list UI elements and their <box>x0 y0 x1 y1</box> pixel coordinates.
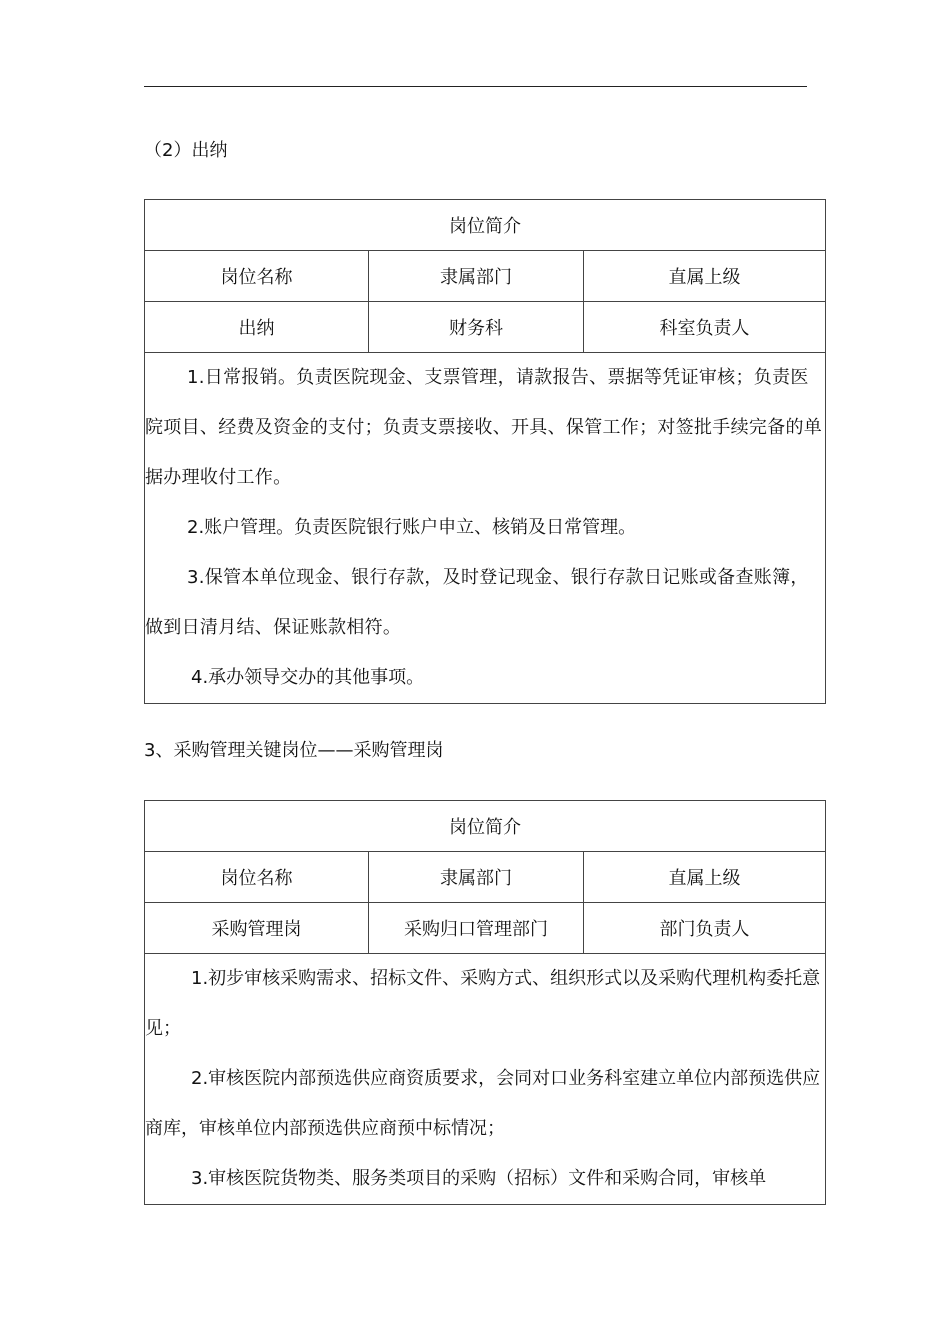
duties-cell <box>145 353 826 704</box>
section-heading-procurement: 3、采购管理关键岗位——采购管理岗 <box>144 740 444 761</box>
value-post-name: 出纳 <box>145 302 369 353</box>
value-department: 采购归口管理部门 <box>369 903 584 954</box>
value-department: 财务科 <box>369 302 584 353</box>
duty-item: 1.初步审核采购需求、招标文件、采购方式、组织形式以及采购代理机构委托意见； <box>145 968 821 1039</box>
post-table-procurement <box>144 800 826 1205</box>
table-caption: 岗位简介 <box>145 200 826 251</box>
header-supervisor: 直属上级 <box>584 251 826 302</box>
section-heading-cashier: （2）出纳 <box>144 140 228 161</box>
header-post-name: 岗位名称 <box>145 251 369 302</box>
header-department: 隶属部门 <box>369 852 584 903</box>
post-table-cashier <box>144 199 826 704</box>
duty-item: 2.审核医院内部预选供应商资质要求，会同对口业务科室建立单位内部预选供应商库，审核单位内部预选供应商预中标情况； <box>145 1068 821 1139</box>
table-caption: 岗位简介 <box>145 801 826 852</box>
header-supervisor: 直属上级 <box>584 852 826 903</box>
duty-item: 1.日常报销。负责医院现金、支票管理，请款报告、票据等凭证审核；负责医院项目、经费及资金的支付；负责支票接收、开具、保管工作；对签批手续完备的单据办理收付工作。 <box>145 367 823 488</box>
duties-cell <box>145 954 826 1205</box>
header-rule <box>144 86 807 87</box>
duty-item: 2.账户管理。负责医院银行账户申立、核销及日常管理。 <box>187 517 637 538</box>
duty-item: 3.保管本单位现金、银行存款，及时登记现金、银行存款日记账或备查账簿，做到日清月结、保证账款相符。 <box>145 567 809 638</box>
value-post-name: 采购管理岗 <box>145 903 369 954</box>
header-post-name: 岗位名称 <box>145 852 369 903</box>
header-department: 隶属部门 <box>369 251 584 302</box>
duty-item: 4.承办领导交办的其他事项。 <box>191 667 425 688</box>
value-supervisor: 科室负责人 <box>584 302 826 353</box>
value-supervisor: 部门负责人 <box>584 903 826 954</box>
duty-item: 3.审核医院货物类、服务类项目的采购（招标）文件和采购合同，审核单 <box>191 1168 767 1189</box>
